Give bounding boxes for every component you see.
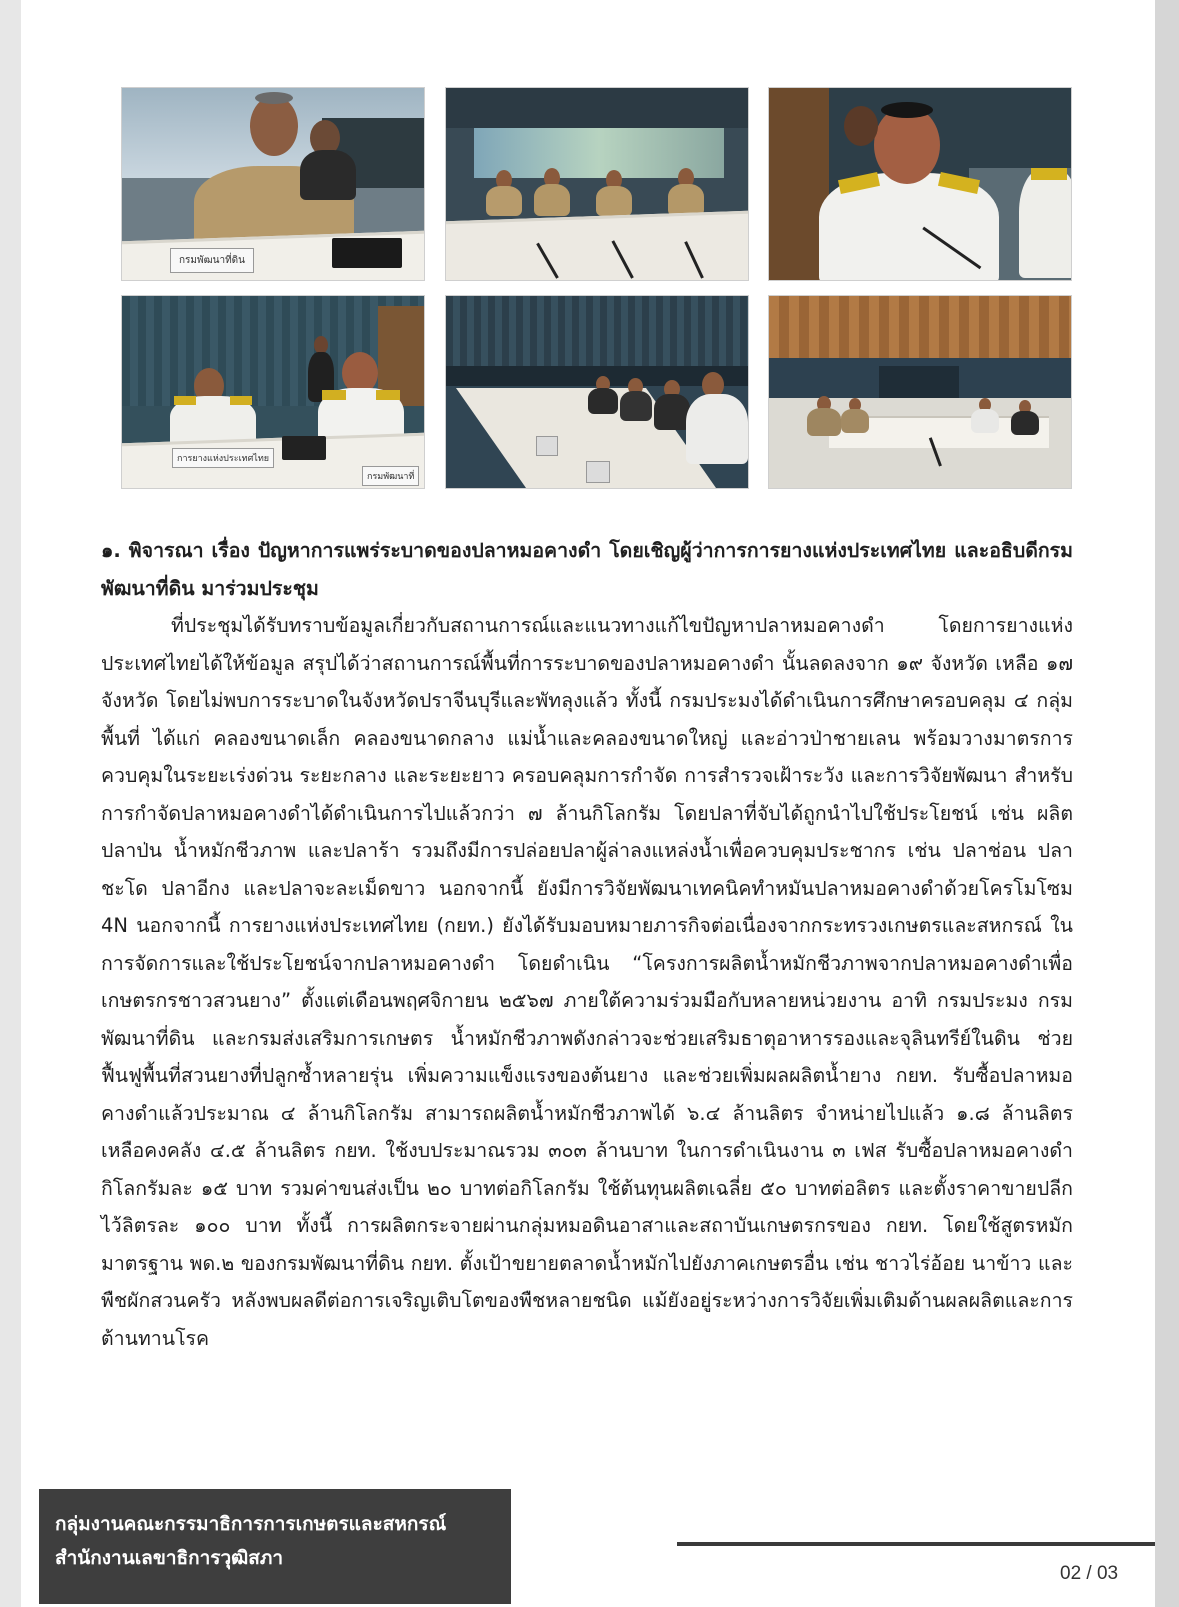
- meeting-photo-5: [445, 295, 749, 489]
- agenda-item-heading: ๑. พิจารณา เรื่อง ปัญหาการแพร่ระบาดของปลาหมอคางดำ โดยเชิญผู้ว่าการการยางแห่งประเทศไทย และอธิบดีกรมพัฒนาที่ดิน มาร่วมประชุม: [101, 539, 1073, 600]
- meeting-photo-6: [768, 295, 1072, 489]
- nameplate: กรมพัฒนาที่: [362, 466, 419, 486]
- meeting-photo-2: [445, 87, 749, 281]
- footer-org-line2: สำนักงานเลขาธิการวุฒิสภา: [55, 1547, 284, 1569]
- footer-divider: [677, 1542, 1155, 1546]
- meeting-photo-4: [121, 295, 425, 489]
- nameplate: กรมพัฒนาที่ดิน: [170, 248, 254, 273]
- agenda-item-summary: ที่ประชุมได้รับทราบข้อมูลเกี่ยวกับสถานการณ์และแนวทางแก้ไขปัญหาปลาหมอคางดำ โดยการยางแห่งประเทศไทยได้ให้ข้อมูล สรุปได้ว่าสถานการณ์พื้นที่การระบาดของปลาหมอคางดำ นั้นลดลงจาก ๑๙ จังหวัด เหลือ ๑๗ จังหวัด โดยไม่พบการระบาดในจังหวัดปราจีนบุรีและพัทลุงแล้ว ทั้งนี้ กรมประมงได้ดำเนินการศึกษาครอบคลุม ๔ กลุ่มพื้นที่ ได้แก่ คลองขนาดเล็ก คลองขนาดกลาง แม่น้ำและคลองขนาดใหญ่ และอ่าวป่าชายเลน พร้อมวางมาตรการควบคุมในระยะเร่งด่วน ระยะกลาง และระยะยาว ครอบคลุมการกำจัด การสำรวจเฝ้าระวัง และการวิจัยพัฒนา สำหรับการกำจัดปลาหมอคางดำได้ดำเนินการไปแล้วกว่า ๗ ล้านกิโลกรัม โดยปลาที่จับได้ถูกนำไปใช้ประโยชน์ เช่น ผลิตปลาป่น น้ำหมักชีวภาพ และปลาร้า รวมถึงมีการปล่อยปลาผู้ล่าลงแหล่งน้ำเพื่อควบคุมประชากร เช่น ปลาช่อน ปลาชะโด ปลาอีกง และปลาจะละเม็ดขาว นอกจากนี้ ยังมีการวิจัยพัฒนาเทคนิคทำหมันปลาหมอคางดำด้วยโครโมโซม 4N นอกจากนี้ การยางแห่งประเทศไทย (กยท.) ยังได้รับมอบหมายภารกิจต่อเนื่องจากกระทรวงเกษตรและสหกรณ์ ในการจัดการและใช้ประโยชน์จากปลาหมอคางดำ โดยดำเนิน “โครงการผลิตน้ำหมักชีวภาพจากปลาหมอคางดำเพื่อเกษตรกรชาวสวนยาง” ตั้งแต่เดือนพฤศจิกายน ๒๕๖๗ ภายใต้ความร่วมมือกับหลายหน่วยงาน อาทิ กรมประมง กรมพัฒนาที่ดิน และกรมส่งเสริมการเกษตร น้ำหมักชีวภาพดังกล่าวจะช่วยเสริมธาตุอาหารรองและจุลินทรีย์ในดิน ช่วยฟื้นฟูพื้นที่สวนยางที่ปลูกซ้ำหลายรุ่น เพิ่มความแข็งแรงของต้นยาง และช่วยเพิ่มผลผลิตน้ำยาง กยท. รับซื้อปลาหมอคางดำแล้วประมาณ ๔ ล้านกิโลกรัม สามารถผลิตน้ำหมักชีวภาพได้ ๖.๔ ล้านลิตร จำหน่ายไปแล้ว ๑.๘ ล้านลิตร เหลือคงคลัง ๔.๕ ล้านลิตร กยท. ใช้งบประมาณรวม ๓๐๓ ล้านบาท ในการดำเนินงาน ๓ เฟส รับซื้อปลาหมอคางดำกิโลกรัมละ ๑๕ บาท รวมค่าขนส่งเป็น ๒๐ บาทต่อกิโลกรัม ใช้ต้นทุนผลิตเฉลี่ย ๕๐ บาทต่อลิตร และตั้งราคาขายปลีกไว้ลิตรละ ๑๐๐ บาท ทั้งนี้ การผลิตกระจายผ่านกลุ่มหมอดินอาสาและสถาบันเกษตรกรของ กยท. โดยใช้สูตรหมักมาตรฐาน พด.๒ ของกรมพัฒนาที่ดิน กยท. ตั้งเป้าขยายตลาดน้ำหมักไปยังภาคเกษตรอื่น เช่น ชาวไร่อ้อย นาข้าว และพืชผักสวนครัว หลังพบผลดีต่อการเจริญเติบโตของพืชหลายชนิด แม้ยังอยู่ระหว่างการวิจัยเพิ่มเติมด้านผลผลิตและการต้านทานโรค: [101, 614, 1073, 1350]
- nameplate: การยางแห่งประเทศไทย: [172, 448, 274, 468]
- meeting-photo-3: [768, 87, 1072, 281]
- page-edge: [1155, 0, 1179, 1607]
- footer-organization: [39, 1489, 511, 1604]
- page-number: 02 / 03: [1060, 1563, 1119, 1584]
- meeting-photo-1: [121, 87, 425, 281]
- document-body: [101, 532, 1073, 1357]
- footer-org-line1: กลุ่มงานคณะกรรมาธิการการเกษตรและสหกรณ์: [55, 1513, 447, 1535]
